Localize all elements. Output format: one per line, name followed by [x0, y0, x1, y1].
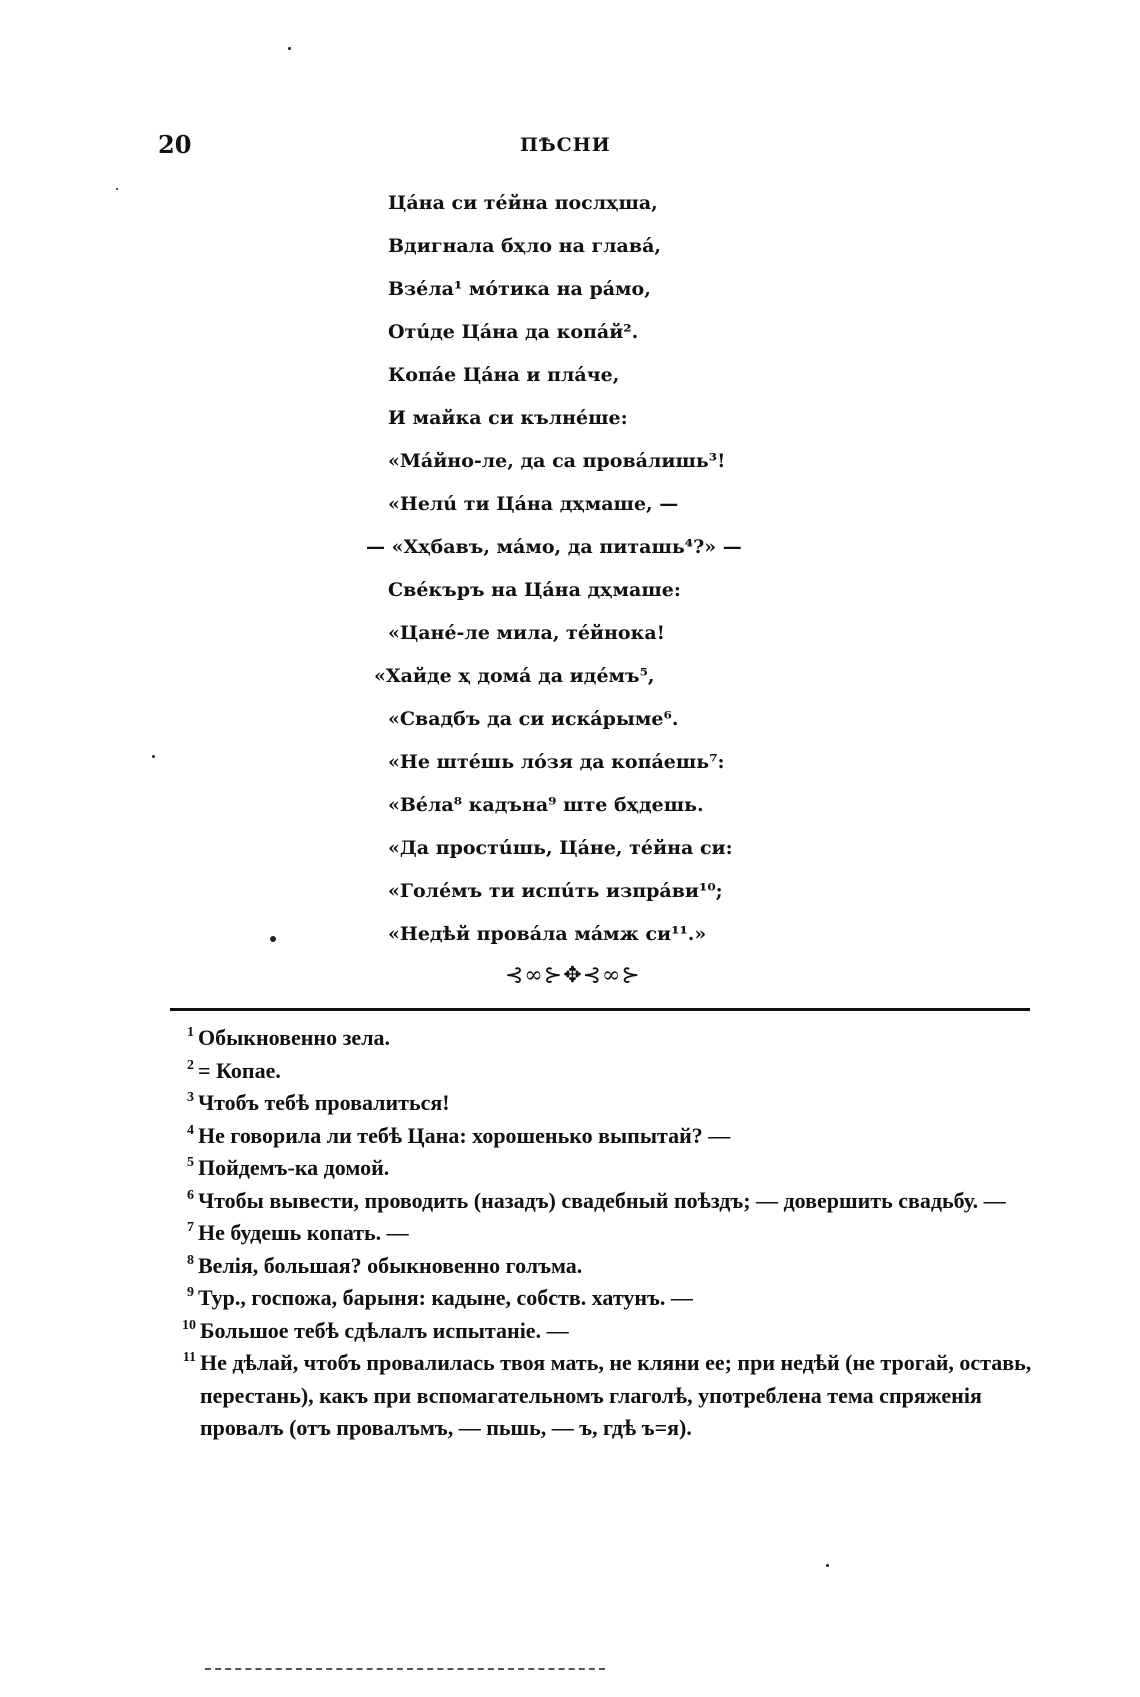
- footnote: [172, 1250, 1032, 1283]
- scan-speck: [116, 188, 118, 190]
- poem-line: «Цанé-ле мила, тéйнока!: [388, 622, 665, 644]
- footnotes: [172, 1022, 1032, 1445]
- footnote-number: 11: [182, 1350, 196, 1365]
- footnote-number: 1: [187, 1025, 194, 1040]
- footnote-text: Чтобы вывести, проводить (назадъ) свадебный поѣздъ; — довершить свадьбу. —: [198, 1187, 1006, 1213]
- poem-line: «Голéмъ ти испúть изпрáви¹⁰;: [388, 880, 723, 902]
- footnote-text: Велія, большая? обыкновенно голъма.: [198, 1252, 583, 1278]
- poem-line: «Недѣй провáла мáмж си¹¹.»: [388, 923, 707, 945]
- footnote: [172, 1022, 1032, 1055]
- footnote-text: Пойдемъ-ка домой.: [198, 1155, 390, 1180]
- footnote-text: Обыкновенно зела.: [198, 1025, 391, 1050]
- footnote: [172, 1347, 1032, 1445]
- poem: [366, 182, 908, 956]
- poem-line: «Да простúшь, Цáне, тéйна си:: [388, 837, 733, 859]
- footnote: [172, 1185, 1032, 1218]
- footnote-number: 9: [187, 1285, 194, 1300]
- footnote-number: 8: [187, 1252, 194, 1268]
- footnote-number: 7: [187, 1220, 194, 1235]
- poem-line: «Не штéшь лóзя да копáешь⁷:: [388, 751, 725, 773]
- scan-speck: [826, 1564, 829, 1567]
- footnote: [172, 1087, 1032, 1120]
- footnote-number: 3: [187, 1090, 194, 1105]
- poem-line: «Вéла⁸ кадъна⁹ ште бҳдешь.: [388, 794, 704, 816]
- footnote-rule: [170, 1008, 1030, 1011]
- footnote: [172, 1217, 1032, 1250]
- scan-speck: [270, 936, 276, 942]
- footnote-text: Чтобъ тебѣ провалиться!: [198, 1090, 450, 1115]
- footnote-number: 4: [187, 1122, 194, 1138]
- poem-line: И майка си кълнéше:: [388, 407, 628, 429]
- running-title: ПѢСНИ: [520, 134, 611, 156]
- footnote-text: Большое тебѣ сдѣлалъ испытаніе. —: [200, 1317, 569, 1343]
- footnote-number: 10: [182, 1317, 196, 1333]
- footnote-text: Не будешь копать. —: [198, 1220, 409, 1245]
- poem-line: Вдигнала бҳло на главá,: [388, 235, 661, 257]
- poem-line: «Свадбъ да си искáрыме⁶.: [388, 708, 679, 730]
- poem-line: Свéкъръ на Цáна дҳмаше:: [388, 579, 681, 601]
- poem-line: — «Хҳбавъ, мáмо, да питашь⁴?» —: [366, 536, 742, 558]
- footnote-number: 6: [187, 1187, 194, 1203]
- footnote-text: Не говорила ли тебѣ Цана: хорошенько выпытай? —: [198, 1122, 731, 1148]
- footnote-text: Не дѣлай, чтобъ провалилась твоя мать, не кляни ее; при недѣй (не трогай, оставь, перестань), какъ при вспомагательномъ глаголѣ, употреблена тема спряженія провалъ (отъ провалъмъ, — пьшь, — ъ, гдѣ ъ=я).: [200, 1350, 1032, 1440]
- footnote-number: 5: [187, 1155, 194, 1170]
- scan-speck: [288, 47, 291, 50]
- poem-line: Взéла¹ мóтика на рáмо,: [388, 278, 651, 300]
- page-number: 20: [158, 130, 192, 159]
- footnote: [172, 1120, 1032, 1153]
- footnote-text: = Копае.: [198, 1057, 281, 1083]
- footnote: [172, 1282, 1032, 1315]
- footnote-text: Тур., госпожа, барыня: кадыне, собств. хатунъ. —: [198, 1285, 693, 1310]
- footnote: [172, 1055, 1032, 1088]
- scan-speck: [152, 755, 155, 758]
- poem-line: Копáе Цáна и плáче,: [388, 364, 620, 386]
- footnote: [172, 1152, 1032, 1185]
- footnote: [172, 1315, 1032, 1348]
- poem-line: Цáна си тéйна послҳша,: [388, 192, 658, 214]
- scan-noise: [205, 1668, 605, 1673]
- poem-line: «Máйно-ле, да са провáлишь³!: [388, 450, 726, 472]
- poem-line: «Нелú ти Цáна дҳмаше, —: [388, 493, 679, 515]
- ornament-divider: ⊰∞⊱✥⊰∞⊱: [505, 963, 641, 988]
- poem-line: «Хайде ҳ домá да идéмъ⁵,: [374, 665, 655, 687]
- footnote-number: 2: [187, 1057, 194, 1073]
- poem-line: Отúде Цáна да копáй².: [388, 321, 639, 343]
